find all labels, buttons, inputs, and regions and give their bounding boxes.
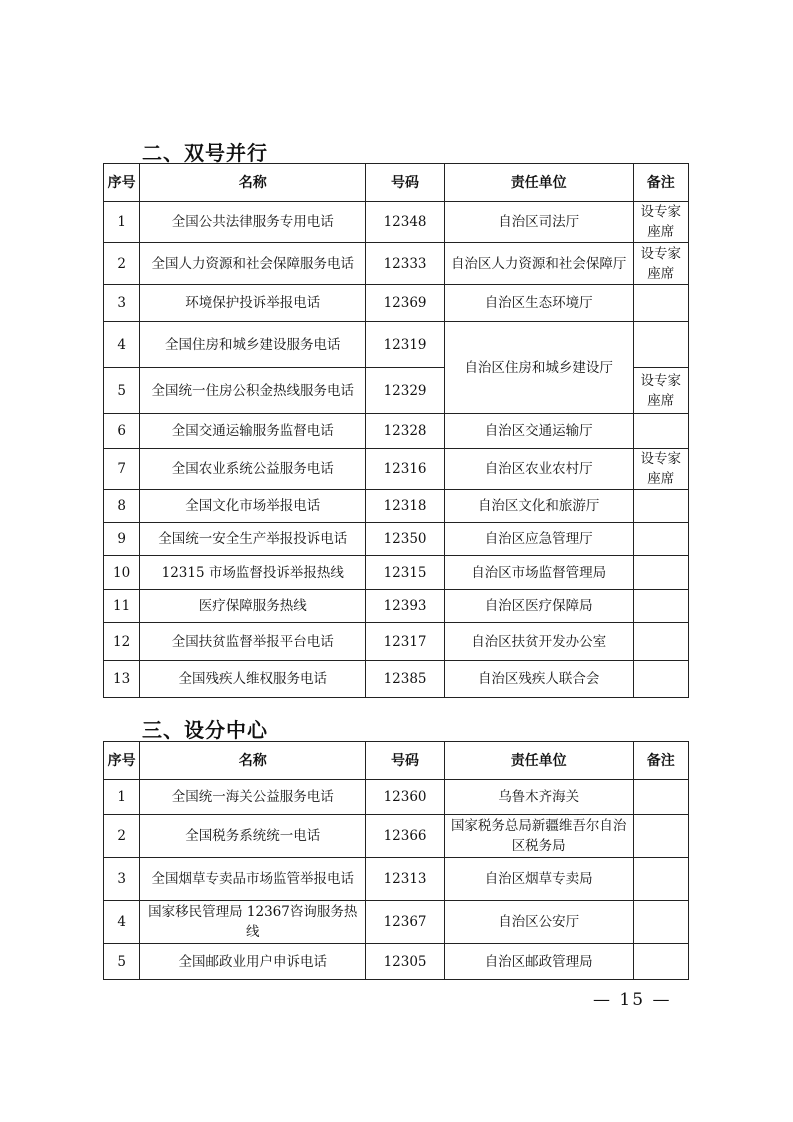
table-row xyxy=(104,202,689,243)
table-row xyxy=(104,661,689,698)
cell-unit: 自治区市场监督管理局 xyxy=(444,556,633,590)
cell-code: 12328 xyxy=(366,414,445,449)
cell-unit: 自治区交通运输厅 xyxy=(444,414,633,449)
cell-code: 12329 xyxy=(366,368,445,414)
cell-no: 6 xyxy=(104,414,140,449)
cell-name: 全国税务系统统一电话 xyxy=(140,815,366,858)
cell-name: 全国交通运输服务监督电话 xyxy=(140,414,366,449)
header-no: 序号 xyxy=(104,164,140,202)
cell-code: 12393 xyxy=(366,590,445,623)
header-code: 号码 xyxy=(366,742,445,780)
cell-note xyxy=(633,285,689,322)
cell-no: 5 xyxy=(104,368,140,414)
cell-no: 5 xyxy=(104,944,140,980)
cell-name: 全国扶贫监督举报平台电话 xyxy=(140,623,366,661)
cell-name: 国家移民管理局 12367咨询服务热线 xyxy=(140,901,366,944)
cell-note xyxy=(633,901,689,944)
cell-no: 1 xyxy=(104,202,140,243)
cell-note xyxy=(633,590,689,623)
cell-code: 12315 xyxy=(366,556,445,590)
cell-note xyxy=(633,490,689,523)
cell-code: 12348 xyxy=(366,202,445,243)
cell-note xyxy=(633,322,689,368)
cell-no: 11 xyxy=(104,590,140,623)
section-title-dual-number: 二、双号并行 xyxy=(142,141,268,165)
cell-code: 12318 xyxy=(366,490,445,523)
cell-unit: 自治区人力资源和社会保障厅 xyxy=(444,243,633,285)
table-header-row xyxy=(104,742,689,780)
cell-unit: 自治区烟草专卖局 xyxy=(444,858,633,901)
table-row xyxy=(104,780,689,815)
cell-name: 全国烟草专卖品市场监管举报电话 xyxy=(140,858,366,901)
cell-name: 全国公共法律服务专用电话 xyxy=(140,202,366,243)
cell-name: 全国邮政业用户申诉电话 xyxy=(140,944,366,980)
cell-no: 10 xyxy=(104,556,140,590)
header-unit: 责任单位 xyxy=(444,164,633,202)
cell-no: 7 xyxy=(104,449,140,490)
cell-note: 设专家座席 xyxy=(633,202,689,243)
table-row xyxy=(104,590,689,623)
cell-code: 12317 xyxy=(366,623,445,661)
cell-note xyxy=(633,414,689,449)
cell-note xyxy=(633,523,689,556)
cell-name: 全国残疾人维权服务电话 xyxy=(140,661,366,698)
cell-name: 全国农业系统公益服务电话 xyxy=(140,449,366,490)
cell-name: 全国统一海关公益服务电话 xyxy=(140,780,366,815)
table-row xyxy=(104,285,689,322)
cell-code: 12367 xyxy=(366,901,445,944)
table-row xyxy=(104,556,689,590)
cell-code: 12305 xyxy=(366,944,445,980)
table-row xyxy=(104,322,689,368)
cell-unit: 自治区农业农村厅 xyxy=(444,449,633,490)
cell-code: 12369 xyxy=(366,285,445,322)
cell-unit: 乌鲁木齐海关 xyxy=(444,780,633,815)
cell-no: 4 xyxy=(104,322,140,368)
cell-no: 2 xyxy=(104,815,140,858)
cell-unit: 自治区医疗保障局 xyxy=(444,590,633,623)
cell-no: 8 xyxy=(104,490,140,523)
dual-number-table xyxy=(103,163,689,698)
sub-center-table xyxy=(103,741,689,980)
table-header-row xyxy=(104,164,689,202)
table-row xyxy=(104,523,689,556)
cell-name: 全国住房和城乡建设服务电话 xyxy=(140,322,366,368)
table-row xyxy=(104,858,689,901)
cell-note: 设专家座席 xyxy=(633,243,689,285)
header-name: 名称 xyxy=(140,164,366,202)
cell-code: 12366 xyxy=(366,815,445,858)
cell-name: 医疗保障服务热线 xyxy=(140,590,366,623)
cell-unit: 自治区应急管理厅 xyxy=(444,523,633,556)
cell-name: 环境保护投诉举报电话 xyxy=(140,285,366,322)
table-row xyxy=(104,944,689,980)
cell-no: 3 xyxy=(104,858,140,901)
page-number: — 15 — xyxy=(593,990,672,1010)
cell-no: 2 xyxy=(104,243,140,285)
cell-code: 12360 xyxy=(366,780,445,815)
cell-unit: 自治区公安厅 xyxy=(444,901,633,944)
table-row xyxy=(104,414,689,449)
cell-note: 设专家座席 xyxy=(633,449,689,490)
cell-no: 1 xyxy=(104,780,140,815)
cell-note xyxy=(633,815,689,858)
cell-unit: 国家税务总局新疆维吾尔自治区税务局 xyxy=(444,815,633,858)
header-name: 名称 xyxy=(140,742,366,780)
cell-unit: 自治区司法厅 xyxy=(444,202,633,243)
cell-note xyxy=(633,944,689,980)
table-row xyxy=(104,243,689,285)
header-no: 序号 xyxy=(104,742,140,780)
table-row xyxy=(104,623,689,661)
cell-note xyxy=(633,858,689,901)
cell-unit: 自治区文化和旅游厅 xyxy=(444,490,633,523)
cell-unit-merged: 自治区住房和城乡建设厅 xyxy=(444,322,633,414)
cell-note xyxy=(633,623,689,661)
cell-no: 9 xyxy=(104,523,140,556)
cell-name: 全国统一安全生产举报投诉电话 xyxy=(140,523,366,556)
table-row xyxy=(104,449,689,490)
cell-no: 3 xyxy=(104,285,140,322)
cell-code: 12316 xyxy=(366,449,445,490)
cell-code: 12313 xyxy=(366,858,445,901)
cell-code: 12350 xyxy=(366,523,445,556)
cell-name: 全国文化市场举报电话 xyxy=(140,490,366,523)
cell-unit: 自治区残疾人联合会 xyxy=(444,661,633,698)
cell-name: 12315 市场监督投诉举报热线 xyxy=(140,556,366,590)
section-title-sub-center: 三、设分中心 xyxy=(142,718,268,742)
cell-unit: 自治区扶贫开发办公室 xyxy=(444,623,633,661)
cell-no: 4 xyxy=(104,901,140,944)
cell-name: 全国人力资源和社会保障服务电话 xyxy=(140,243,366,285)
header-note: 备注 xyxy=(633,742,689,780)
cell-code: 12385 xyxy=(366,661,445,698)
cell-note xyxy=(633,780,689,815)
cell-note: 设专家座席 xyxy=(633,368,689,414)
header-unit: 责任单位 xyxy=(444,742,633,780)
cell-unit: 自治区邮政管理局 xyxy=(444,944,633,980)
cell-name: 全国统一住房公积金热线服务电话 xyxy=(140,368,366,414)
header-code: 号码 xyxy=(366,164,445,202)
cell-code: 12319 xyxy=(366,322,445,368)
table-row xyxy=(104,815,689,858)
table-row xyxy=(104,490,689,523)
cell-note xyxy=(633,556,689,590)
cell-unit: 自治区生态环境厅 xyxy=(444,285,633,322)
table-row xyxy=(104,901,689,944)
cell-note xyxy=(633,661,689,698)
cell-no: 13 xyxy=(104,661,140,698)
cell-no: 12 xyxy=(104,623,140,661)
header-note: 备注 xyxy=(633,164,689,202)
cell-code: 12333 xyxy=(366,243,445,285)
